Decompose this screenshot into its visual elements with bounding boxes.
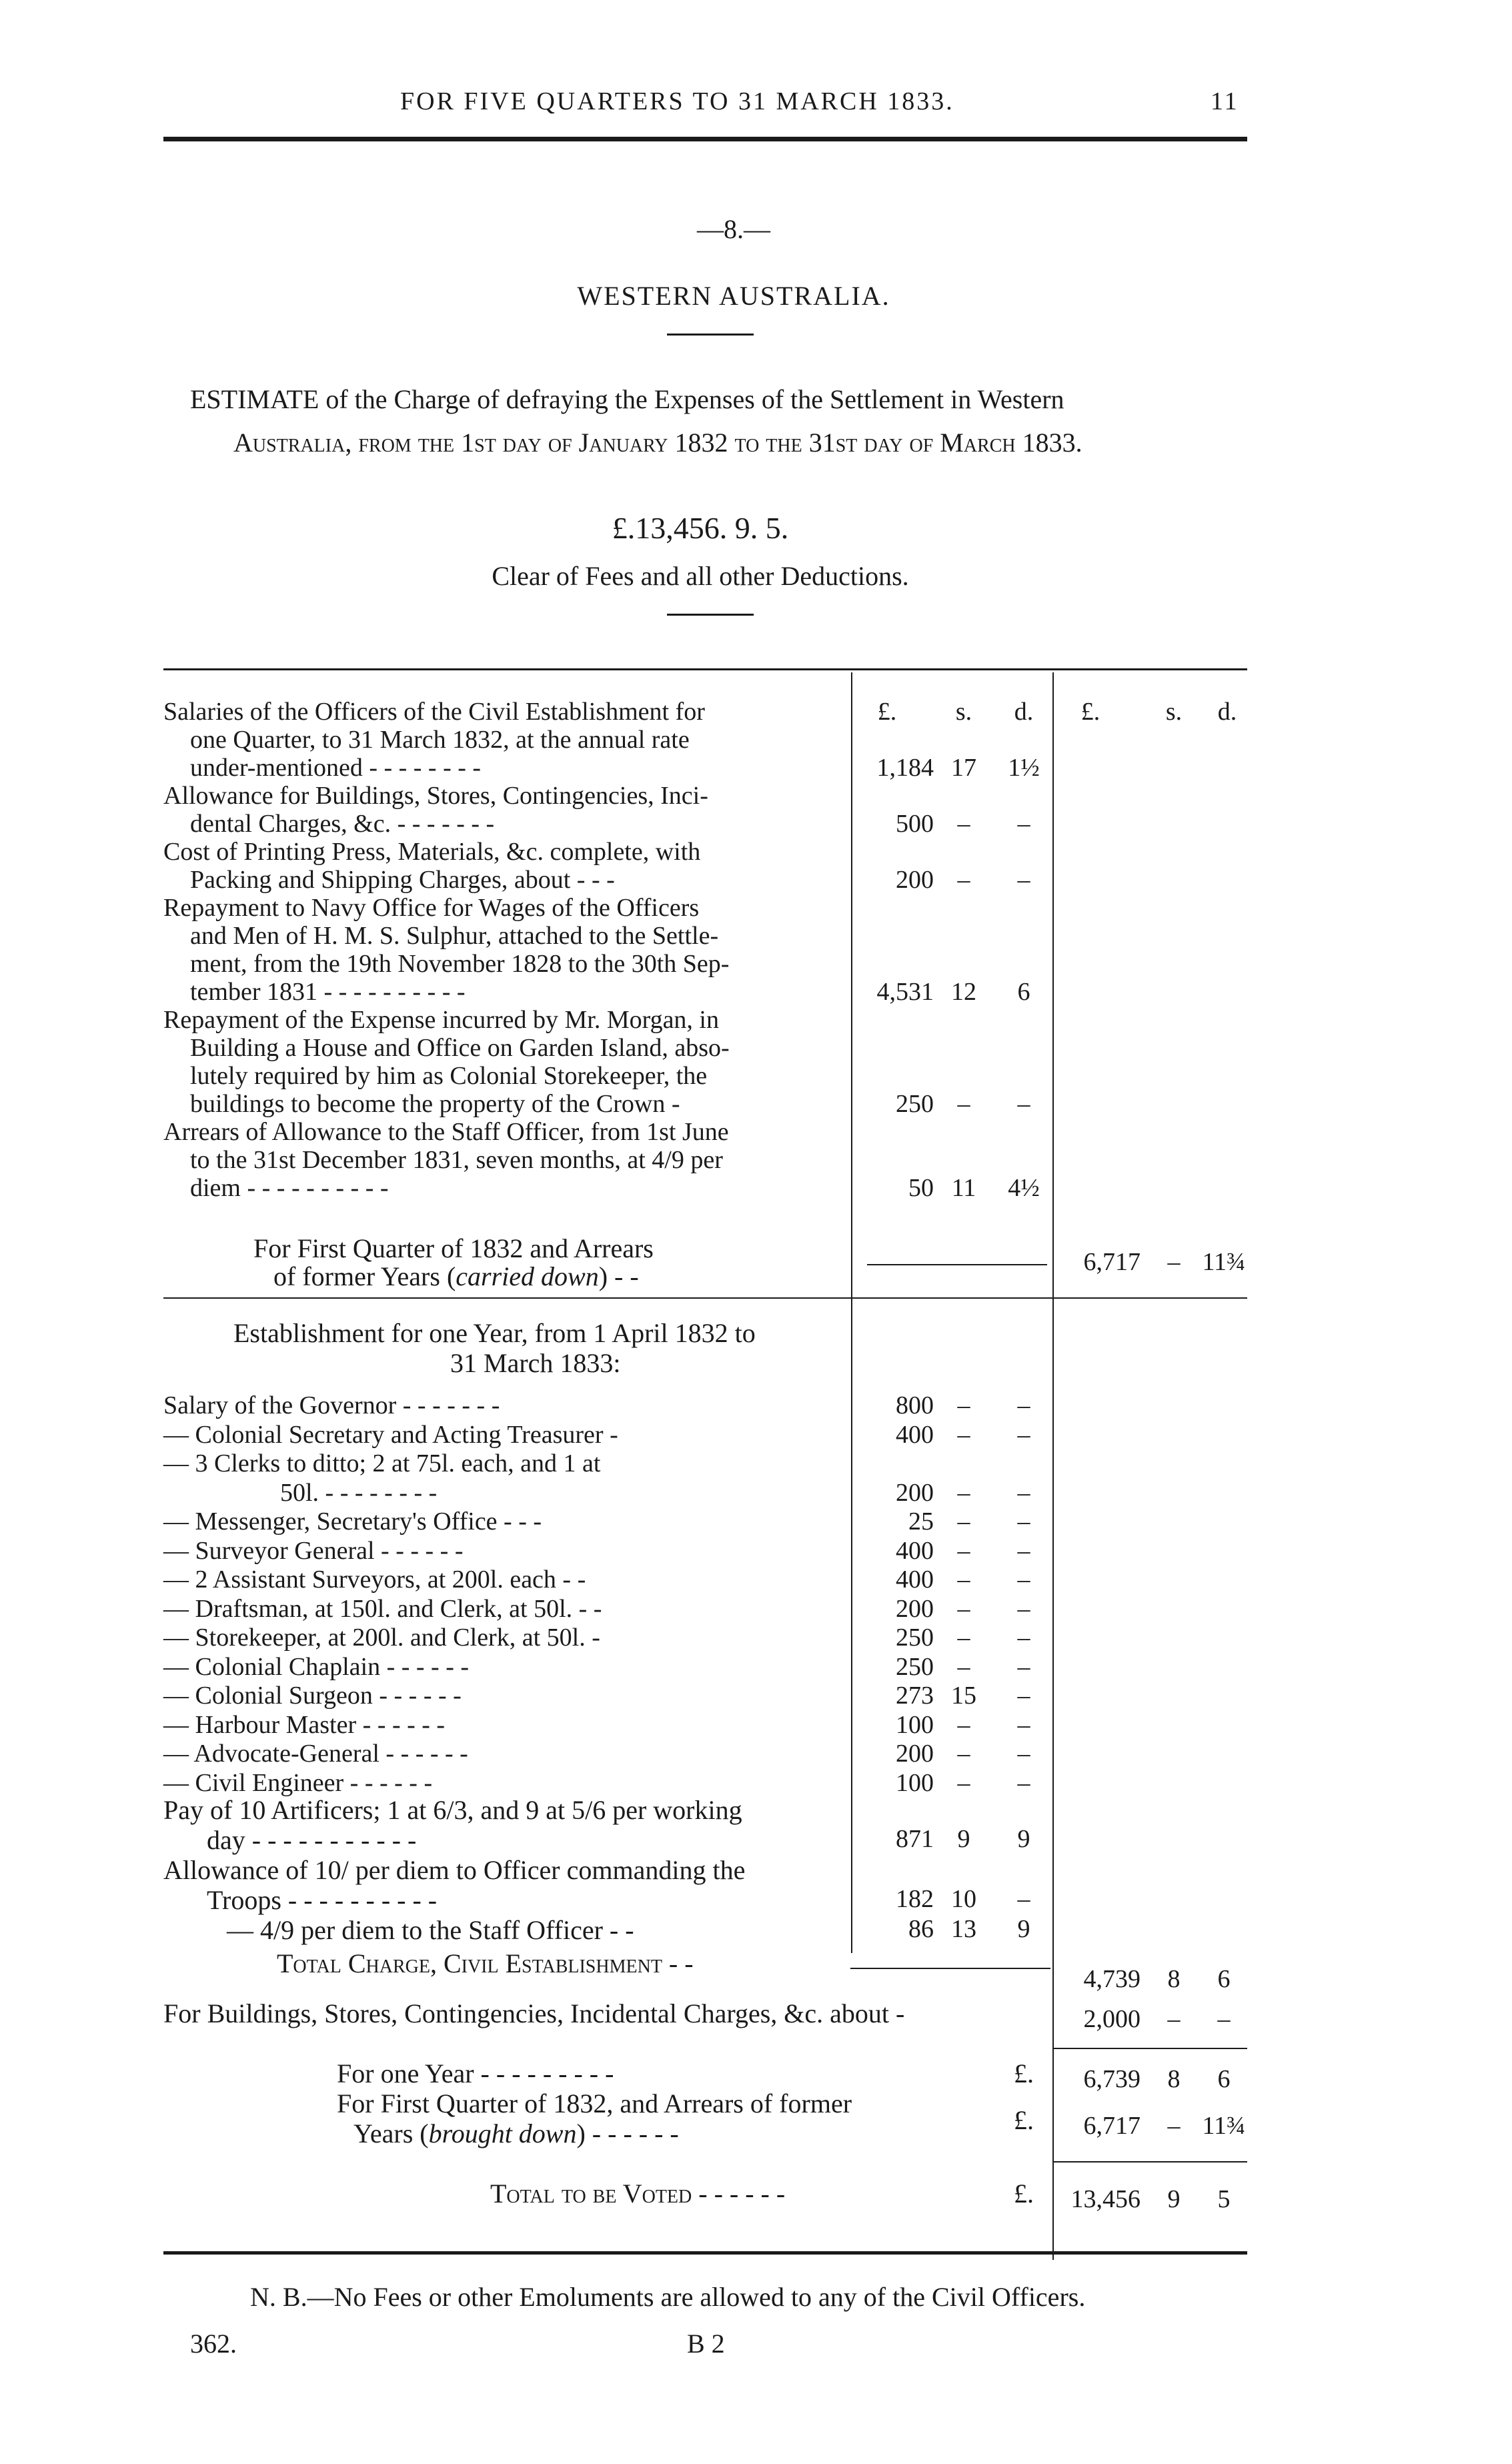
col-head-pounds-2: £. (1080, 698, 1100, 726)
fq-line2-italic: carried down (456, 1261, 599, 1291)
item-line: dental Charges, &c. - - - - - - - (190, 810, 495, 838)
salary-amount-pounds: 200 (896, 1594, 934, 1623)
total-charge-shillings: 8 (1167, 1965, 1181, 1993)
fq-bd-pence: 11¾ (1202, 2112, 1246, 2140)
salary-amount-shillings: – (957, 1740, 970, 1768)
total-voted-pounds: 13,456 (1070, 2185, 1141, 2213)
item-amount-shillings: – (957, 1090, 970, 1118)
item-line: lutely required by him as Colonial Storekeeper, the (190, 1062, 708, 1090)
fq-bd-line2b: ) - - - - - - (576, 2118, 679, 2148)
salary-amount-shillings: – (957, 1594, 970, 1623)
item-amount-pounds: 200 (896, 866, 934, 894)
salary-line: — Storekeeper, at 200l. and Clerk, at 50l. - (163, 1624, 600, 1652)
section-title: WESTERN AUSTRALIA. (577, 281, 890, 311)
salary-line: — Advocate-General - - - - - - (163, 1740, 468, 1768)
item-line: one Quarter, to 31 March 1832, at the annual rate (190, 726, 690, 754)
salary-line: — Harbour Master - - - - - - (163, 1710, 446, 1739)
salary-amount-pence: – (1017, 1478, 1030, 1507)
troops-pence: – (1017, 1885, 1030, 1913)
item-amount-shillings: – (957, 810, 970, 838)
salary-amount-pence: – (1017, 1536, 1030, 1565)
fq-line2a: of former Years ( (273, 1261, 456, 1291)
item-line: buildings to become the property of the Crown - (190, 1090, 680, 1118)
item-line: Cost of Printing Press, Materials, &c. complete, with (163, 838, 701, 866)
establishment-heading-2: 31 March 1833: (450, 1348, 621, 1378)
salary-line: Salary of the Governor - - - - - - - (163, 1391, 500, 1419)
salary-amount-pence: – (1017, 1594, 1030, 1623)
staff-shillings: 13 (951, 1915, 976, 1943)
fq-bd-currency: £. (1014, 2105, 1034, 2135)
salary-amount-shillings: – (957, 1710, 970, 1739)
troops-pounds: 182 (896, 1885, 934, 1913)
salary-amount-pounds: 400 (896, 1536, 934, 1565)
fq-pounds: 6,717 (1083, 1248, 1141, 1276)
item-amount-pounds: 1,184 (876, 754, 934, 782)
salary-amount-pence: – (1017, 1566, 1030, 1594)
salary-amount-pence: – (1017, 1507, 1030, 1535)
fq-bd-line-2 (353, 2118, 679, 2149)
total-charge-pence: 6 (1217, 1965, 1231, 1993)
one-year-pounds: 6,739 (1083, 2065, 1141, 2093)
item-amount-pence: – (1017, 810, 1030, 838)
one-year-pence: 6 (1217, 2065, 1231, 2093)
col-head-shillings: s. (955, 698, 972, 726)
clear-of-fees: Clear of Fees and all other Deductions. (492, 561, 909, 591)
salary-amount-pence: – (1017, 1710, 1030, 1739)
title-rule (667, 334, 754, 336)
artificers-pence: 9 (1017, 1825, 1030, 1853)
one-year-currency: £. (1014, 2058, 1034, 2088)
salary-amount-pence: – (1017, 1420, 1030, 1449)
fq-pence: 11¾ (1202, 1248, 1246, 1276)
salary-line: — Messenger, Secretary's Office - - - (163, 1507, 542, 1535)
salary-line: — Colonial Secretary and Acting Treasurer - (163, 1420, 618, 1449)
salary-line: — Colonial Surgeon - - - - - - (163, 1682, 462, 1710)
salary-amount-pounds: 100 (896, 1768, 934, 1797)
salary-line: 50l. - - - - - - - - (280, 1478, 438, 1507)
item-amount-pounds: 250 (896, 1090, 934, 1118)
table-top-rule (163, 668, 1247, 670)
total-voted-currency: £. (1014, 2179, 1034, 2209)
artificers-line-1: Pay of 10 Artificers; 1 at 6/3, and 9 at 5/6 per working (163, 1795, 742, 1825)
item-amount-shillings: 12 (951, 978, 976, 1006)
staff-line: — 4/9 per diem to the Staff Officer - - (227, 1915, 634, 1945)
item-line: Repayment to Navy Office for Wages of the Officers (163, 894, 700, 922)
header-rule (163, 137, 1247, 141)
item-line: under-mentioned - - - - - - - - (190, 754, 482, 782)
salary-line: — Surveyor General - - - - - - (163, 1536, 464, 1565)
salary-amount-shillings: – (957, 1768, 970, 1797)
troops-line-2: Troops - - - - - - - - - - (207, 1885, 438, 1915)
salary-amount-pounds: 100 (896, 1710, 934, 1739)
item-line: tember 1831 - - - - - - - - - - (190, 978, 466, 1006)
buildings-label: For Buildings, Stores, Contingencies, Incidental Charges, &c. about - (163, 1998, 905, 2028)
item-line: Allowance for Buildings, Stores, Contingencies, Inci- (163, 782, 708, 810)
voted-rule (1054, 2161, 1247, 2163)
first-quarter-line-1: For First Quarter of 1832 and Arrears (253, 1233, 654, 1263)
one-year-shillings: 8 (1167, 2065, 1181, 2093)
salary-amount-pounds: 273 (896, 1682, 934, 1710)
salary-line: — Draftsman, at 150l. and Clerk, at 50l. - - (163, 1594, 602, 1623)
salary-amount-pounds: 400 (896, 1420, 934, 1449)
buildings-shillings: – (1167, 2005, 1181, 2033)
footer-signature: B 2 (687, 2329, 725, 2359)
salary-amount-shillings: – (957, 1478, 970, 1507)
footer-left: 362. (190, 2329, 237, 2359)
item-amount-pounds: 500 (896, 810, 934, 838)
estimate-line-1: ESTIMATE of the Charge of defraying the Expenses of the Settlement in Western (190, 384, 1064, 414)
salary-line: — Colonial Chaplain - - - - - - (163, 1652, 470, 1681)
buildings-rule (1054, 2048, 1247, 2049)
salary-amount-pounds: 200 (896, 1478, 934, 1507)
artificers-line-2: day - - - - - - - - - - - (207, 1825, 417, 1855)
col-head-pence: d. (1014, 698, 1034, 726)
estimate-line-2: Australia, from the 1st day of January 1832 to the 31st day of March 1833. (233, 428, 1082, 458)
total-voted-shillings: 9 (1167, 2185, 1181, 2213)
total-voted-label: Total to be Voted - - - - - - (490, 2179, 786, 2209)
salary-amount-shillings: – (957, 1420, 970, 1449)
first-quarter-line-2 (273, 1261, 639, 1292)
col-head-shillings-2: s. (1165, 698, 1183, 726)
col-head-pounds: £. (877, 698, 897, 726)
artificers-pounds: 871 (896, 1825, 934, 1853)
section-number: —8.— (697, 214, 770, 244)
salary-amount-pounds: 200 (896, 1740, 934, 1768)
salary-amount-shillings: – (957, 1624, 970, 1652)
artificers-shillings: 9 (957, 1825, 970, 1853)
item-line: Salaries of the Officers of the Civil Establishment for (163, 698, 705, 726)
item-amount-pence: 6 (1017, 978, 1030, 1006)
item-line: Repayment of the Expense incurred by Mr. Morgan, in (163, 1006, 719, 1034)
fq-shillings: – (1167, 1248, 1181, 1276)
item-amount-pence: 4½ (1008, 1174, 1040, 1202)
one-year-label: For one Year - - - - - - - - - (337, 2058, 614, 2088)
fq-line2b: ) - - (598, 1261, 639, 1291)
item-line: Arrears of Allowance to the Staff Officer, from 1st June (163, 1118, 729, 1146)
fq-bd-line2a: Years ( (353, 2118, 429, 2148)
total-voted-pence: 5 (1217, 2185, 1231, 2213)
salary-amount-shillings: – (957, 1652, 970, 1681)
salary-amount-pence: – (1017, 1682, 1030, 1710)
total-amount: £.13,456. 9. 5. (612, 511, 789, 545)
troops-line-1: Allowance of 10/ per diem to Officer commanding the (163, 1855, 746, 1885)
col-divider-1 (851, 672, 852, 1953)
item-amount-shillings: 17 (951, 754, 976, 782)
col-head-pence-2: d. (1217, 698, 1237, 726)
salary-line: — Civil Engineer - - - - - - (163, 1768, 433, 1797)
item-line: to the 31st December 1831, seven months, at 4/9 per (190, 1146, 723, 1174)
item-amount-pence: – (1017, 1090, 1030, 1118)
salary-amount-pence: – (1017, 1624, 1030, 1652)
item-line: ment, from the 19th November 1828 to the 30th Sep- (190, 950, 730, 978)
salary-amount-pounds: 250 (896, 1624, 934, 1652)
item-line: and Men of H. M. S. Sulphur, attached to the Settle- (190, 922, 719, 950)
item-line: diem - - - - - - - - - - (190, 1174, 389, 1202)
salary-amount-pounds: 800 (896, 1391, 934, 1419)
salary-amount-pence: – (1017, 1740, 1030, 1768)
item-amount-pence: 1½ (1008, 754, 1040, 782)
staff-pounds: 86 (908, 1915, 934, 1943)
item-amount-pence: – (1017, 866, 1030, 894)
salary-amount-pounds: 250 (896, 1652, 934, 1681)
item-amount-pounds: 4,531 (876, 978, 934, 1006)
mid-rule (163, 1297, 1247, 1299)
salary-amount-shillings: – (957, 1566, 970, 1594)
table-bottom-rule (163, 2251, 1247, 2255)
fq-bd-shillings: – (1167, 2112, 1181, 2140)
total-charge-sum-rule (850, 1968, 1050, 1969)
fees-rule (667, 614, 754, 616)
salary-line: — 3 Clerks to ditto; 2 at 75l. each, and 1 at (163, 1449, 601, 1477)
troops-shillings: 10 (951, 1885, 976, 1913)
salary-amount-pence: – (1017, 1768, 1030, 1797)
total-charge-label: Total Charge, Civil Establishment - - (277, 1948, 694, 1978)
buildings-pounds: 2,000 (1083, 2005, 1141, 2033)
salary-amount-pounds: 25 (908, 1507, 934, 1535)
item-line: Packing and Shipping Charges, about - - - (190, 866, 615, 894)
salary-amount-pence: – (1017, 1652, 1030, 1681)
salary-line: — 2 Assistant Surveyors, at 200l. each - - (163, 1566, 586, 1594)
item-line: Building a House and Office on Garden Island, abso- (190, 1034, 730, 1062)
fq-bd-pounds: 6,717 (1083, 2112, 1141, 2140)
salary-amount-shillings: 15 (951, 1682, 976, 1710)
item-amount-shillings: – (957, 866, 970, 894)
staff-pence: 9 (1017, 1915, 1030, 1943)
item-amount-pounds: 50 (908, 1174, 934, 1202)
fq-bd-line2-italic: brought down (428, 2118, 577, 2148)
salary-amount-pounds: 400 (896, 1566, 934, 1594)
item-amount-shillings: 11 (951, 1174, 976, 1202)
salary-amount-shillings: – (957, 1536, 970, 1565)
total-charge-pounds: 4,739 (1083, 1965, 1141, 1993)
buildings-pence: – (1217, 2005, 1231, 2033)
first-quarter-sum-rule (867, 1264, 1047, 1265)
fq-bd-line-1: For First Quarter of 1832, and Arrears of former (337, 2088, 852, 2118)
salary-amount-shillings: – (957, 1507, 970, 1535)
page-number: 11 (1211, 87, 1239, 115)
establishment-heading-1: Establishment for one Year, from 1 April 1832 to (233, 1318, 756, 1348)
salary-amount-pence: – (1017, 1391, 1030, 1419)
salary-amount-shillings: – (957, 1391, 970, 1419)
col-divider-2 (1052, 672, 1054, 2260)
running-title: FOR FIVE QUARTERS TO 31 MARCH 1833. (400, 87, 954, 115)
nota-bene: N. B.—No Fees or other Emoluments are allowed to any of the Civil Officers. (250, 2282, 1086, 2312)
